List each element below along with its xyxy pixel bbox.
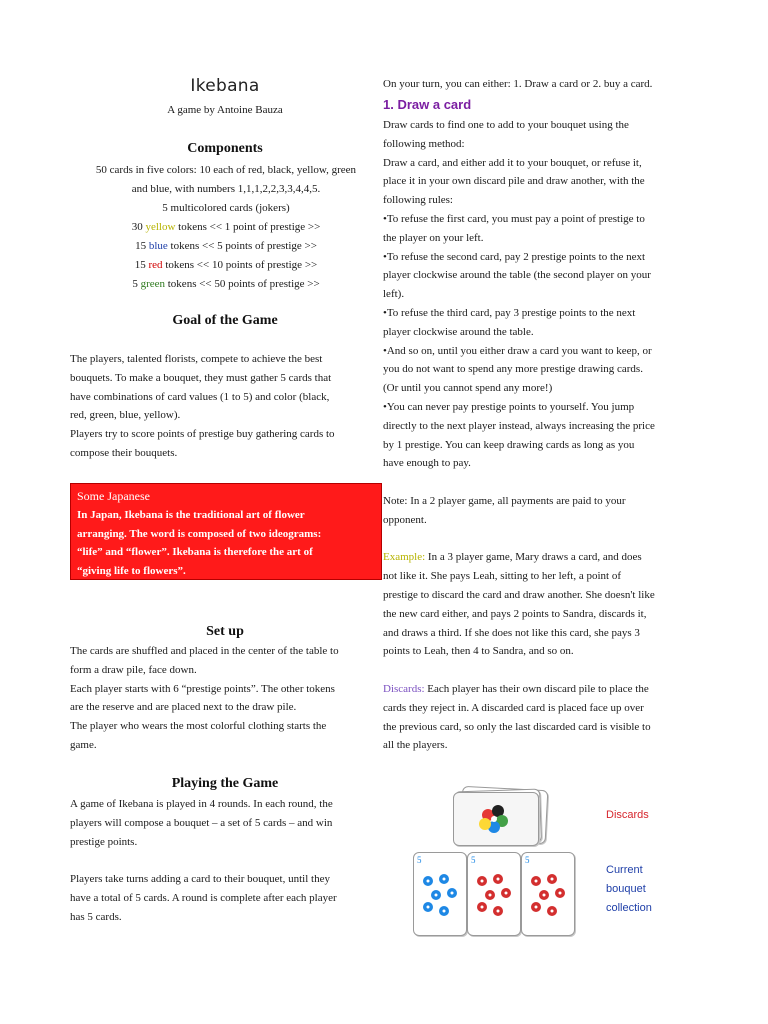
components-line: and blue, with numbers 1,1,1,2,2,3,3,4,4,5. [131, 183, 321, 195]
token-line-blue: 15 blue tokens << 5 points of prestige >> [135, 240, 317, 252]
bouquet-card-red-2 [521, 852, 575, 936]
bouquet-card-blue [413, 852, 467, 936]
card-value: 5 [525, 855, 530, 865]
card-value: 5 [417, 855, 422, 865]
red-flower-icon [468, 853, 520, 935]
turn-intro: On your turn, you can either: 1. Draw a card or 2. buy a card. [383, 78, 653, 90]
card-value: 5 [471, 855, 476, 865]
playing-text: A game of Ikebana is played in 4 rounds. In each round, the players will compose a bouquet – a set of 5 cards – and win prestige points. Players take turns adding a card to their bouquet, until they have a total of 5 cards. A round is complete after each player has 5 cards. [70, 798, 337, 923]
callout-body: In Japan, Ikebana is the traditional art of flower arranging. The word is composed of two ideograms: “life” and “flower”. Ikebana is therefore the art of “giving life to flowers”. [77, 509, 322, 577]
bouquet-card-red-1 [467, 852, 521, 936]
cards-figure [405, 784, 705, 944]
setup-heading: Set up [206, 624, 244, 639]
playing-heading: Playing the Game [171, 776, 279, 791]
components-line: 50 cards in five colors: 10 each of red, black, yellow, green [95, 164, 357, 176]
example-paragraph: Example: In a 3 player game, Mary draws a card, and does [383, 551, 642, 564]
two-player-note: Note: In a 2 player game, all payments are paid to your [383, 494, 626, 507]
discards-figure-label: Discards [606, 809, 649, 821]
token-color: red [148, 259, 163, 271]
token-line-green: 5 green tokens << 50 points of prestige >> [132, 278, 320, 290]
token-color: green [140, 278, 165, 290]
token-line-red: 15 red tokens << 10 points of prestige >> [134, 259, 318, 271]
components-line: 5 multicolored cards (jokers) [162, 202, 290, 214]
joker-flower-icon [454, 793, 538, 845]
token-color: blue [148, 240, 168, 252]
components-heading: Components [187, 141, 263, 156]
discard-card-top [453, 792, 539, 846]
blue-flower-icon [414, 853, 466, 935]
goal-heading: Goal of the Game [172, 313, 278, 328]
draw-card-heading: 1. Draw a card [383, 97, 472, 112]
discards-paragraph: Discards: Each player has their own discard pile to place the [383, 682, 649, 695]
draw-card-rules: Draw cards to find one to add to your bouquet using the following method: Draw a card, and either add it to your bouquet, or refuse it, place it in your own discard pile and draw another, with the following rules: •To refuse the first card, you must pay a point of prestige to the player on your left. •To refuse the second card, pay 2 prestige points to the next player clockwise around the table (the second player on your left). •To refuse the third card, pay 3 prestige points to the next player clockwise around the table. •And so on, until you either draw a card you want to keep, or you do not want to spend any more prestige drawing cards. (Or until you cannot spend any more!) •You can never pay prestige points to yourself. You jump directly to the next player instead, always increasing the price by 1 prestige. You can keep drawing cards as long as you have enough to pay. Note: In a 2 player game, all payments are paid to your opponent. Example: In a 3 player game, Mary draws a card, and does not like it. She pays Leah, sitting to her left, a point of prestige to discard the card and draw another. She doesn't like the new card either, and pays 2 points to Sandra, discards it, and draws a third. If she does not like this card, she pays 3 points to Leah, then 4 to Sandra, and so on. Discards: Each player has their own discard pile to place the cards they reject in. A discarded card is placed face up over the previous card, so only the last discarded card is visible to all the players. [383, 116, 705, 755]
discards-label: Discards: [383, 682, 425, 695]
token-line-yellow: 30 yellow tokens << 1 point of prestige >> [131, 221, 321, 233]
red-flower-icon [522, 853, 574, 935]
goal-text: The players, talented florists, compete to achieve the best bouquets. To make a bouquet, they must gather 5 cards that have combinations of card values (1 to 5) and color (black, red, green, blue, yellow). Players try to score points of prestige buy gathering cards to compose their bouquets. [70, 353, 335, 459]
current-bouquet-label: Current bouquet collection [606, 864, 652, 914]
byline: A game by Antoine Bauza [167, 104, 283, 116]
callout-title: Some Japanese [77, 489, 150, 503]
example-label: Example: [383, 551, 426, 564]
document-title: Ikebana [190, 76, 260, 96]
setup-text: The cards are shuffled and placed in the center of the table to form a draw pile, face down. Each player starts with 6 “prestige points”. The other tokens are the reserve and are placed next to the draw pile. The player who wears the most colorful clothing starts the game. [70, 645, 339, 751]
components-text [70, 161, 382, 294]
japanese-callout [70, 483, 382, 580]
token-color: yellow [145, 221, 176, 233]
